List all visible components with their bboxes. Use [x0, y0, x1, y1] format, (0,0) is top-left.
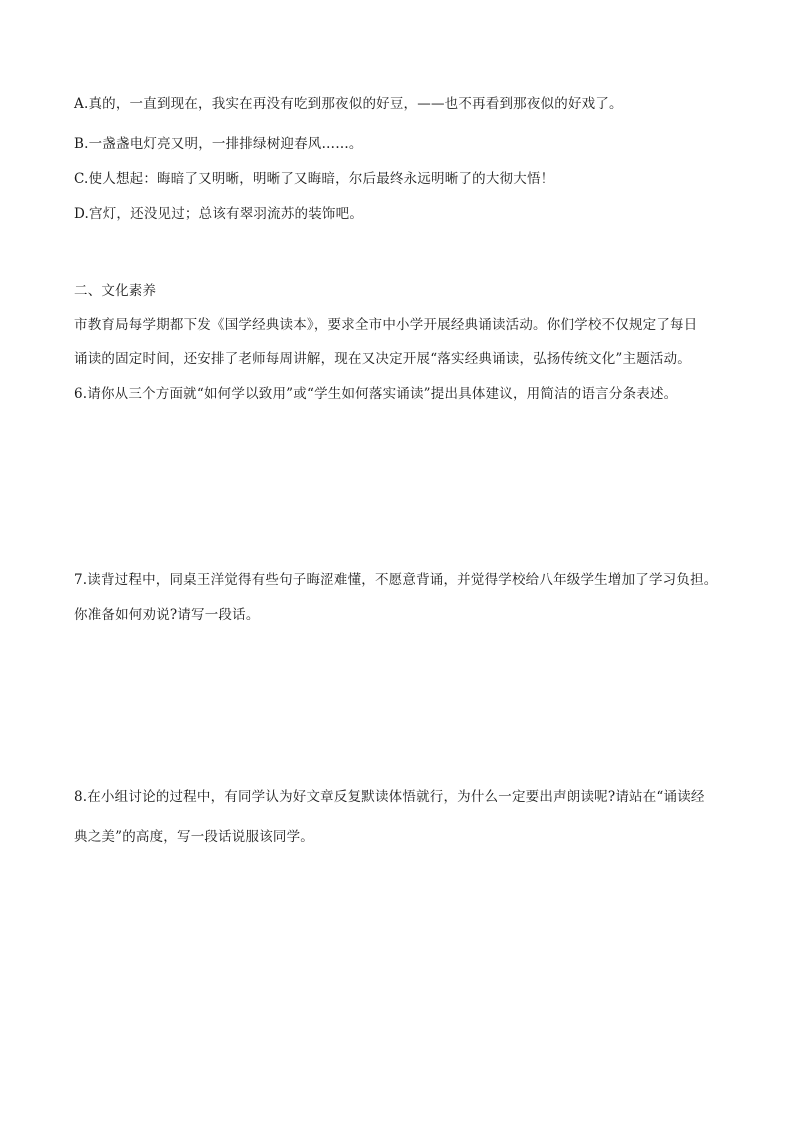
- section-heading: 二、文化素养: [74, 283, 157, 299]
- question-7-line-1: 7.读背过程中，同桌王洋觉得有些句子晦涩难懂，不愿意背诵，并觉得学校给八年级学生增加了学习负担。: [74, 572, 718, 588]
- section-intro-line-1: 市教育局每学期都下发《国学经典读本》，要求全市中小学开展经典诵读活动。你们学校不仅规定了每日: [74, 317, 698, 333]
- option-d: D.宫灯，还没见过；总该有翠羽流苏的装饰吧。: [74, 206, 364, 222]
- section-intro-line-2: 诵读的固定时间，还安排了老师每周讲解，现在又决定开展“落实经典诵读，弘扬传统文化”主题活动。: [74, 351, 692, 367]
- question-8-line-2: 典之美”的高度，写一段话说服该同学。: [74, 829, 315, 845]
- question-7-line-2: 你准备如何劝说?请写一段话。: [74, 607, 260, 623]
- question-6: 6.请你从三个方面就“如何学以致用”或“学生如何落实诵读”提出具体建议，用简洁的语言分条表述。: [74, 386, 678, 402]
- option-b: B.一盏盏电灯亮又明，一排排绿树迎春风……。: [74, 136, 363, 152]
- option-c: C.使人想起：晦暗了又明晰，明晰了又晦暗，尔后最终永远明晰了的大彻大悟！: [74, 171, 555, 187]
- option-a: A.真的，一直到现在，我实在再没有吃到那夜似的好豆，——也不再看到那夜似的好戏了。: [74, 96, 623, 112]
- question-8-line-1: 8.在小组讨论的过程中，有同学认为好文章反复默读体悟就行，为什么一定要出声朗读呢?请站在“诵读经: [74, 789, 705, 805]
